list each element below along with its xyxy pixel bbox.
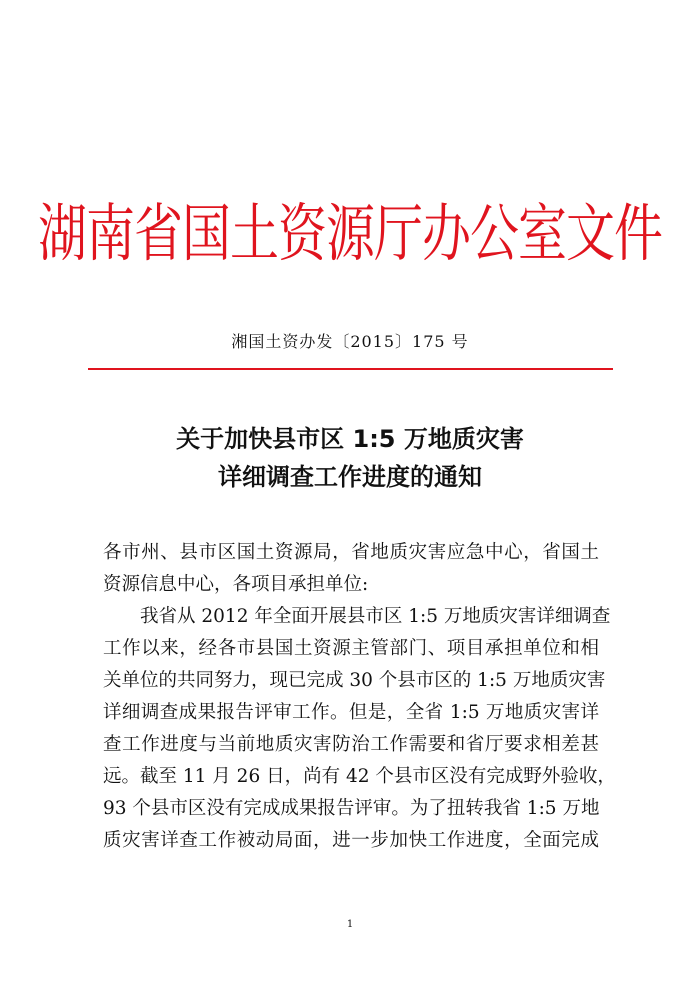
paragraph-line: 详细调查成果报告评审工作。但是，全省 1:5 万地质灾害详	[103, 702, 599, 723]
paragraph-line: 查工作进度与当前地质灾害防治工作需要和省厅要求相差甚	[103, 734, 599, 755]
header-divider	[88, 368, 613, 370]
addressee-line: 资源信息中心，各项目承担单位:	[103, 574, 369, 595]
subject-line-1: 关于加快县市区 1:5 万地质灾害	[176, 425, 524, 453]
paragraph-line: 关单位的共同努力，现已完成 30 个县市区的 1:5 万地质灾害	[103, 670, 606, 691]
document-header-title: 湖南省国土资源厅办公室文件	[37, 197, 662, 271]
subject-line-2: 详细调查工作进度的通知	[218, 463, 482, 491]
document-body	[103, 537, 616, 857]
paragraph-line: 远。截至 11 月 26 日，尚有 42 个县市区没有完成野外验收，	[103, 766, 616, 787]
paragraph-line: 质灾害详查工作被动局面，进一步加快工作进度，全面完成	[103, 830, 599, 851]
document-number: 湘国土资办发〔2015〕175 号	[231, 332, 469, 351]
addressee-line: 各市州、县市区国土资源局，省地质灾害应急中心，省国土	[103, 542, 599, 563]
page-number: 1	[346, 919, 354, 930]
paragraph-line: 我省从 2012 年全面开展县市区 1:5 万地质灾害详细调查	[103, 606, 611, 627]
paragraph-line: 93 个县市区没有完成成果报告评审。为了扭转我省 1:5 万地	[103, 798, 600, 819]
paragraph-line: 工作以来，经各市县国土资源主管部门、项目承担单位和相	[103, 638, 599, 659]
document-subject	[0, 420, 700, 496]
